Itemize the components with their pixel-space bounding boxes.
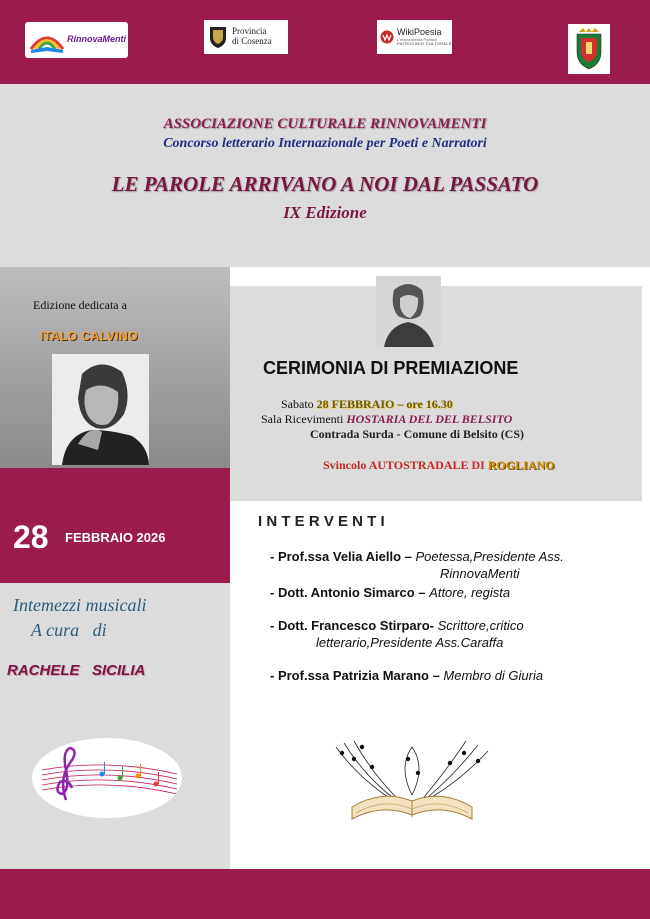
dedication-label: Edizione dedicata a [33, 298, 127, 312]
dedicatee-name: ITALO CALVINO [40, 329, 139, 343]
intervento-role: Attore, regista [429, 585, 511, 600]
rinnovamenti-logo [25, 22, 128, 58]
interventi-heading: I N T E R V E N T I [258, 513, 385, 530]
ceremony-address: Contrada Surda - Comune di Belsito (CS) [310, 427, 525, 441]
book-notes-image [328, 737, 496, 827]
intervento-role: Membro di Giuria [443, 668, 544, 683]
ceremony-exit-line [323, 458, 555, 473]
provincia-logo-line1: Provincia [232, 26, 267, 37]
intervento-item [270, 584, 645, 601]
footer-band [0, 869, 650, 919]
date-day: 28 [13, 519, 49, 555]
treble-clef-icon [32, 738, 182, 818]
calvino-portrait [52, 354, 149, 465]
ceremony-venue: HOSTARIA DEL DEL BELSITO [346, 412, 513, 426]
music-line1: Intemezzi musicali [13, 595, 147, 615]
intervento-bullet: - [270, 585, 278, 600]
date-prefix: Sabato [281, 397, 317, 411]
venue-prefix: Sala Ricevimenti [261, 412, 347, 426]
wikipoesia-logo [377, 20, 452, 54]
provincia-crest-icon [208, 25, 228, 49]
comune-crest-logo [568, 24, 610, 74]
music-line2: A cura di [31, 620, 107, 640]
open-book-icon [328, 737, 496, 827]
provincia-logo-line2: di Cosenza [232, 36, 272, 46]
intervento-role: Scrittore,critico [437, 618, 524, 633]
wikipoesia-globe-icon [380, 30, 394, 44]
contest-title: LE PAROLE ARRIVANO A NOI DAL PASSATO [111, 172, 539, 196]
association-name: ASSOCIAZIONE CULTURALE RINNOVAMENTI [163, 116, 487, 132]
rinnovamenti-logo-text: RinnovaMenti [66, 34, 126, 45]
intervento-role-cont: letterario,Presidente Ass.Caraffa [316, 635, 504, 650]
woolf-portrait [376, 276, 441, 347]
ceremony-date: 28 FEBBRAIO – ore 16.30 [316, 397, 453, 411]
contest-subtitle: Concorso letterario Internazionale per Poeti e Narratori [163, 136, 487, 151]
intervento-item [270, 548, 645, 582]
wikipoesia-logo-text [397, 28, 452, 46]
intervento-name: Dott. Antonio Simarco – [277, 585, 430, 600]
intervento-name: Prof.ssa Velia Aiello – [277, 549, 416, 564]
musician-name: RACHELE SICILIA [7, 662, 146, 679]
intervento-bullet: - [270, 618, 278, 633]
wikipoesia-logo-line1: WikiPoesia [397, 27, 442, 38]
intervento-bullet: - [270, 668, 278, 683]
intervento-item [270, 667, 645, 684]
provincia-cosenza-logo [204, 20, 288, 54]
ceremony-date-line [281, 397, 453, 412]
date-line [13, 519, 165, 556]
wikipoesia-logo-line2: L'enciclopedia Poetica [397, 36, 437, 42]
intervento-role: Poetessa,Presidente Ass. [415, 549, 564, 564]
exit-prefix: Svincolo [323, 458, 369, 472]
intervento-name: Dott. Francesco Stirparo- [277, 618, 438, 633]
date-month-year: FEBBRAIO 2026 [65, 530, 166, 545]
wikipoesia-logo-line3: PATROCINIO CULTURALE [397, 40, 452, 46]
ceremony-title: CERIMONIA DI PREMIAZIONE [263, 358, 519, 378]
portrait-photo-icon [52, 354, 149, 465]
exit-town: ROGLIANO [487, 458, 555, 472]
intervento-item [270, 617, 645, 651]
ceremony-venue-line [261, 412, 512, 427]
exit-road: AUTOSTRADALE DI [368, 458, 488, 472]
intervento-role-cont: RinnovaMenti [440, 566, 520, 581]
edition-label: IX Edizione [283, 203, 367, 222]
city-crest-icon [574, 28, 604, 70]
rainbow-book-icon [27, 25, 67, 55]
portrait-photo-icon [376, 276, 441, 347]
music-notes-image [32, 738, 182, 818]
provincia-logo-text [232, 27, 272, 47]
intervento-name: Prof.ssa Patrizia Marano – [277, 668, 444, 683]
intervento-bullet: - [270, 549, 278, 564]
